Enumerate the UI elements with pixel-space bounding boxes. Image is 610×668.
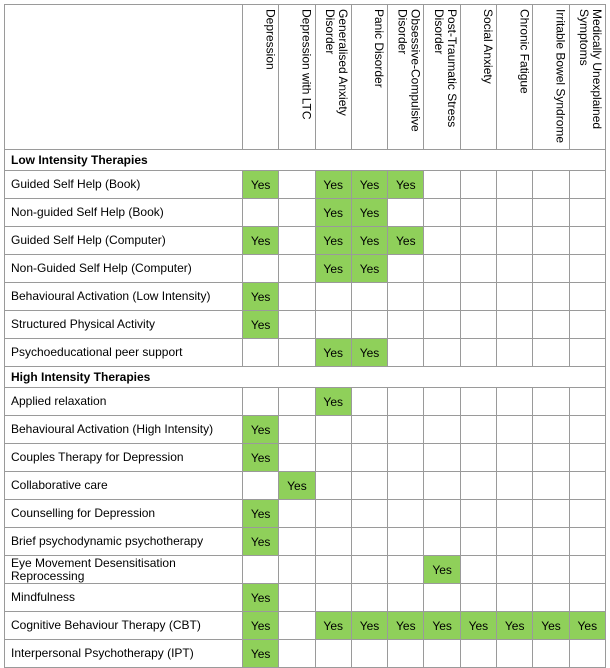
- empty-cell: [569, 283, 605, 311]
- empty-cell: [351, 584, 387, 612]
- empty-cell: [388, 416, 424, 444]
- empty-cell: [315, 500, 351, 528]
- empty-cell: [497, 255, 533, 283]
- section-title: Low Intensity Therapies: [5, 150, 606, 171]
- empty-cell: [424, 339, 460, 367]
- empty-cell: [388, 472, 424, 500]
- yes-cell: Yes: [460, 612, 496, 640]
- empty-cell: [533, 171, 569, 199]
- empty-cell: [533, 388, 569, 416]
- empty-cell: [424, 311, 460, 339]
- yes-cell: Yes: [315, 199, 351, 227]
- empty-cell: [569, 528, 605, 556]
- yes-cell: Yes: [315, 171, 351, 199]
- empty-cell: [424, 472, 460, 500]
- empty-cell: [533, 227, 569, 255]
- empty-cell: [569, 311, 605, 339]
- therapy-label: Mindfulness: [5, 584, 243, 612]
- empty-cell: [315, 556, 351, 584]
- empty-cell: [279, 500, 315, 528]
- empty-cell: [351, 528, 387, 556]
- empty-cell: [497, 416, 533, 444]
- empty-cell: [279, 283, 315, 311]
- empty-cell: [242, 255, 278, 283]
- empty-cell: [497, 283, 533, 311]
- therapy-label: Counselling for Depression: [5, 500, 243, 528]
- yes-cell: Yes: [315, 227, 351, 255]
- table-body: [5, 150, 606, 668]
- empty-cell: [497, 311, 533, 339]
- empty-cell: [279, 339, 315, 367]
- section-row: [5, 150, 606, 171]
- empty-cell: [533, 339, 569, 367]
- empty-cell: [533, 556, 569, 584]
- table-row: [5, 199, 606, 227]
- empty-cell: [497, 444, 533, 472]
- empty-cell: [460, 416, 496, 444]
- yes-cell: Yes: [497, 612, 533, 640]
- empty-cell: [497, 339, 533, 367]
- empty-cell: [424, 388, 460, 416]
- yes-cell: Yes: [351, 199, 387, 227]
- empty-cell: [497, 556, 533, 584]
- therapy-label: Applied relaxation: [5, 388, 243, 416]
- therapy-label: Cognitive Behaviour Therapy (CBT): [5, 612, 243, 640]
- empty-cell: [351, 388, 387, 416]
- empty-cell: [279, 199, 315, 227]
- empty-cell: [460, 171, 496, 199]
- empty-cell: [351, 500, 387, 528]
- yes-cell: Yes: [242, 283, 278, 311]
- yes-cell: Yes: [388, 171, 424, 199]
- yes-cell: Yes: [569, 612, 605, 640]
- empty-cell: [460, 472, 496, 500]
- empty-cell: [351, 283, 387, 311]
- empty-cell: [460, 199, 496, 227]
- table-row: [5, 171, 606, 199]
- empty-cell: [279, 255, 315, 283]
- yes-cell: Yes: [351, 171, 387, 199]
- empty-cell: [569, 388, 605, 416]
- table-row: [5, 444, 606, 472]
- empty-cell: [351, 311, 387, 339]
- column-header-label: Obsessive-Compulsive Disorder: [395, 9, 423, 132]
- yes-cell: Yes: [242, 227, 278, 255]
- empty-cell: [533, 472, 569, 500]
- yes-cell: Yes: [388, 227, 424, 255]
- empty-cell: [497, 500, 533, 528]
- empty-cell: [351, 444, 387, 472]
- table-row: [5, 556, 606, 584]
- empty-cell: [424, 528, 460, 556]
- empty-cell: [497, 227, 533, 255]
- yes-cell: Yes: [242, 612, 278, 640]
- empty-cell: [424, 640, 460, 668]
- yes-cell: Yes: [424, 556, 460, 584]
- empty-cell: [279, 171, 315, 199]
- yes-cell: Yes: [242, 311, 278, 339]
- empty-cell: [388, 556, 424, 584]
- empty-cell: [533, 500, 569, 528]
- empty-cell: [569, 227, 605, 255]
- empty-cell: [315, 472, 351, 500]
- column-header: [388, 5, 424, 150]
- empty-cell: [424, 227, 460, 255]
- table-row: [5, 612, 606, 640]
- empty-cell: [460, 255, 496, 283]
- empty-cell: [388, 388, 424, 416]
- empty-cell: [351, 472, 387, 500]
- yes-cell: Yes: [279, 472, 315, 500]
- column-header: [279, 5, 315, 150]
- therapy-label: Interpersonal Psychotherapy (IPT): [5, 640, 243, 668]
- empty-cell: [388, 528, 424, 556]
- empty-cell: [460, 227, 496, 255]
- empty-cell: [388, 584, 424, 612]
- therapy-label: Couples Therapy for Depression: [5, 444, 243, 472]
- therapy-label: Collaborative care: [5, 472, 243, 500]
- yes-cell: Yes: [242, 171, 278, 199]
- yes-cell: Yes: [242, 416, 278, 444]
- yes-cell: Yes: [315, 255, 351, 283]
- yes-cell: Yes: [315, 612, 351, 640]
- empty-cell: [569, 500, 605, 528]
- section-title: High Intensity Therapies: [5, 367, 606, 388]
- table-row: [5, 416, 606, 444]
- therapy-label: Behavioural Activation (Low Intensity): [5, 283, 243, 311]
- empty-cell: [497, 388, 533, 416]
- empty-cell: [424, 444, 460, 472]
- table-row: [5, 500, 606, 528]
- empty-cell: [569, 339, 605, 367]
- table-row: [5, 283, 606, 311]
- column-header: [497, 5, 533, 150]
- column-header: [315, 5, 351, 150]
- empty-cell: [569, 472, 605, 500]
- empty-cell: [388, 199, 424, 227]
- empty-cell: [242, 556, 278, 584]
- therapy-label: Non-guided Self Help (Book): [5, 199, 243, 227]
- empty-cell: [315, 283, 351, 311]
- empty-cell: [315, 311, 351, 339]
- empty-cell: [569, 416, 605, 444]
- yes-cell: Yes: [351, 339, 387, 367]
- empty-cell: [460, 584, 496, 612]
- table-row: [5, 584, 606, 612]
- empty-cell: [533, 199, 569, 227]
- yes-cell: Yes: [242, 528, 278, 556]
- table-row: [5, 227, 606, 255]
- empty-cell: [279, 612, 315, 640]
- therapy-label: Structured Physical Activity: [5, 311, 243, 339]
- table-row: [5, 640, 606, 668]
- empty-cell: [242, 339, 278, 367]
- yes-cell: Yes: [351, 255, 387, 283]
- empty-cell: [497, 171, 533, 199]
- column-header: [460, 5, 496, 150]
- yes-cell: Yes: [388, 612, 424, 640]
- yes-cell: Yes: [242, 584, 278, 612]
- column-header: [351, 5, 387, 150]
- empty-cell: [460, 640, 496, 668]
- column-header-label: Post-Traumatic Stress Disorder: [431, 9, 459, 128]
- therapy-label: Behavioural Activation (High Intensity): [5, 416, 243, 444]
- empty-cell: [424, 416, 460, 444]
- empty-cell: [533, 416, 569, 444]
- table-row: [5, 472, 606, 500]
- section-row: [5, 367, 606, 388]
- empty-cell: [533, 283, 569, 311]
- therapy-label: Eye Movement Desensitisation Reprocessing: [5, 556, 243, 584]
- header-row: [5, 5, 606, 150]
- empty-cell: [497, 199, 533, 227]
- yes-cell: Yes: [351, 227, 387, 255]
- empty-cell: [569, 640, 605, 668]
- table-row: [5, 311, 606, 339]
- empty-cell: [424, 255, 460, 283]
- corner-cell: [5, 5, 243, 150]
- empty-cell: [388, 283, 424, 311]
- empty-cell: [569, 199, 605, 227]
- therapy-label: Guided Self Help (Computer): [5, 227, 243, 255]
- empty-cell: [460, 388, 496, 416]
- empty-cell: [460, 500, 496, 528]
- yes-cell: Yes: [242, 444, 278, 472]
- empty-cell: [351, 556, 387, 584]
- column-header-label: Panic Disorder: [372, 9, 387, 88]
- empty-cell: [460, 528, 496, 556]
- column-header: [569, 5, 605, 150]
- empty-cell: [533, 640, 569, 668]
- empty-cell: [569, 171, 605, 199]
- empty-cell: [424, 199, 460, 227]
- empty-cell: [279, 444, 315, 472]
- empty-cell: [388, 339, 424, 367]
- empty-cell: [388, 640, 424, 668]
- empty-cell: [315, 444, 351, 472]
- empty-cell: [315, 416, 351, 444]
- therapy-label: Psychoeducational peer support: [5, 339, 243, 367]
- empty-cell: [533, 255, 569, 283]
- column-header-label: Irritable Bowel Syndrome: [553, 9, 568, 144]
- empty-cell: [497, 584, 533, 612]
- table-row: [5, 255, 606, 283]
- empty-cell: [424, 283, 460, 311]
- empty-cell: [460, 444, 496, 472]
- table-row: [5, 388, 606, 416]
- empty-cell: [497, 472, 533, 500]
- empty-cell: [279, 528, 315, 556]
- empty-cell: [533, 444, 569, 472]
- column-header-label: Chronic Fatigue: [517, 9, 532, 94]
- empty-cell: [569, 444, 605, 472]
- therapy-condition-table: [4, 4, 606, 668]
- empty-cell: [424, 584, 460, 612]
- empty-cell: [242, 472, 278, 500]
- empty-cell: [460, 339, 496, 367]
- empty-cell: [279, 556, 315, 584]
- empty-cell: [351, 640, 387, 668]
- empty-cell: [279, 584, 315, 612]
- yes-cell: Yes: [533, 612, 569, 640]
- column-header: [424, 5, 460, 150]
- empty-cell: [569, 584, 605, 612]
- yes-cell: Yes: [424, 612, 460, 640]
- empty-cell: [315, 584, 351, 612]
- empty-cell: [533, 528, 569, 556]
- therapy-label: Non-Guided Self Help (Computer): [5, 255, 243, 283]
- empty-cell: [533, 311, 569, 339]
- empty-cell: [279, 640, 315, 668]
- empty-cell: [279, 416, 315, 444]
- empty-cell: [569, 556, 605, 584]
- empty-cell: [279, 311, 315, 339]
- column-header-label: Depression with LTC: [299, 9, 314, 120]
- column-header: [242, 5, 278, 150]
- empty-cell: [279, 388, 315, 416]
- empty-cell: [497, 528, 533, 556]
- empty-cell: [388, 500, 424, 528]
- column-header-label: Generalised Anxiety Disorder: [322, 9, 350, 116]
- empty-cell: [279, 227, 315, 255]
- empty-cell: [497, 640, 533, 668]
- empty-cell: [460, 311, 496, 339]
- empty-cell: [424, 500, 460, 528]
- empty-cell: [388, 255, 424, 283]
- empty-cell: [460, 283, 496, 311]
- column-header-label: Social Anxiety: [481, 9, 496, 84]
- column-header-label: Depression: [263, 9, 278, 70]
- empty-cell: [242, 199, 278, 227]
- empty-cell: [460, 556, 496, 584]
- yes-cell: Yes: [315, 388, 351, 416]
- empty-cell: [242, 388, 278, 416]
- empty-cell: [533, 584, 569, 612]
- yes-cell: Yes: [242, 500, 278, 528]
- empty-cell: [388, 444, 424, 472]
- column-header: [533, 5, 569, 150]
- table-row: [5, 528, 606, 556]
- therapy-label: Guided Self Help (Book): [5, 171, 243, 199]
- yes-cell: Yes: [351, 612, 387, 640]
- empty-cell: [569, 255, 605, 283]
- column-header-label: Medically Unexplained Symptoms: [577, 9, 604, 130]
- empty-cell: [315, 640, 351, 668]
- empty-cell: [351, 416, 387, 444]
- table-row: [5, 339, 606, 367]
- therapy-label: Brief psychodynamic psychotherapy: [5, 528, 243, 556]
- empty-cell: [315, 528, 351, 556]
- yes-cell: Yes: [242, 640, 278, 668]
- empty-cell: [424, 171, 460, 199]
- empty-cell: [388, 311, 424, 339]
- yes-cell: Yes: [315, 339, 351, 367]
